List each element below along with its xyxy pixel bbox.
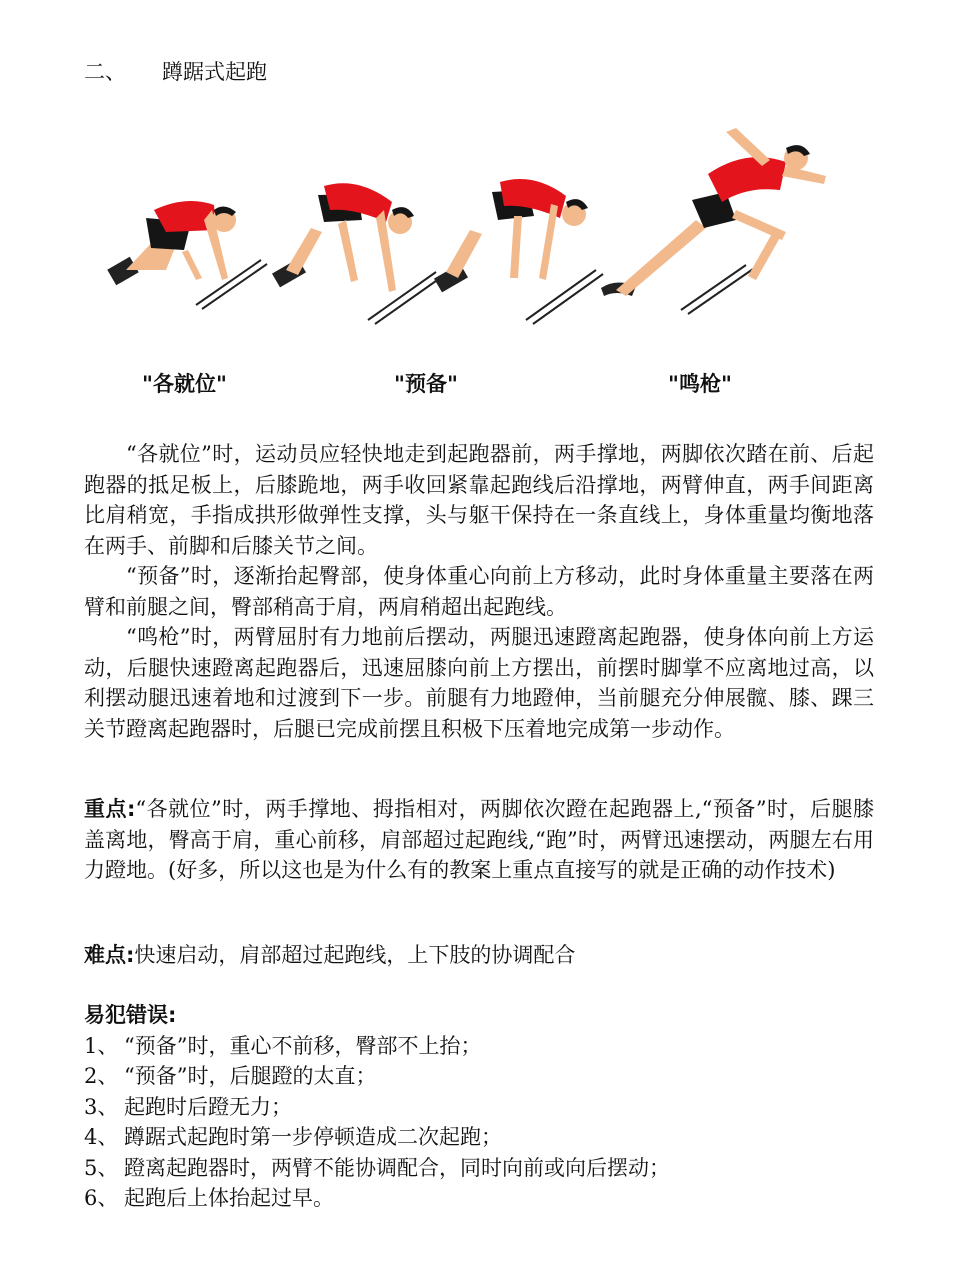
error-number: 4、 (84, 1125, 119, 1149)
error-text: 起跑后上体抬起过早。 (124, 1186, 334, 1210)
error-text: 起跑时后蹬无力； (124, 1094, 292, 1119)
difficulty-label: 难点: (84, 943, 135, 967)
error-number: 1、 (84, 1033, 119, 1058)
error-number: 5、 (84, 1155, 119, 1180)
caption-gun: "鸣枪" (668, 372, 732, 396)
start-line (368, 272, 436, 320)
gun-drive-figure (601, 128, 826, 296)
error-item (84, 1061, 874, 1092)
start-line (688, 269, 753, 314)
error-item (84, 1183, 874, 1214)
error-number: 6、 (84, 1186, 119, 1210)
caption-on-your-marks: "各就位" (142, 372, 227, 396)
key-points-section (84, 794, 874, 886)
start-line (196, 260, 261, 305)
error-text: “预备”时，重心不前移，臀部不上抬； (124, 1033, 482, 1058)
start-line (681, 265, 746, 310)
section-number: 二、 (84, 60, 126, 84)
error-item (84, 1092, 874, 1123)
sprint-start-figure-svg (96, 110, 886, 410)
section-heading (84, 58, 267, 86)
error-number: 2、 (84, 1064, 119, 1088)
paragraph-gun: “鸣枪”时，两臂屈肘有力地前后摆动，两腿迅速蹬离起跑器，使身体向前上方运动，后腿快速蹬离起跑器后，迅速屈膝向前上方摆出，前摆时脚掌不应离地过高，以利摆动腿迅速着地和过渡到下一步。前腿有力地蹬伸，当前腿充分伸展髋、膝、踝三关节蹬离起跑器时，后腿已完成前摆且积极下压着地完成第一步动作。 (84, 625, 874, 741)
caption-set: "预备" (394, 372, 458, 396)
on-your-marks-figure (107, 201, 236, 285)
error-item (84, 1031, 874, 1062)
error-text: 蹬离起跑器时，两臂不能协调配合，同时向前或向后摆动； (124, 1155, 670, 1180)
errors-list (84, 1031, 874, 1214)
section-title: 蹲踞式起跑 (162, 60, 267, 84)
difficulty-section (84, 940, 874, 971)
technique-description (84, 439, 874, 744)
error-text: “预备”时，后腿蹬的太直； (124, 1064, 377, 1088)
difficulty-text: 快速启动，肩部超过起跑线，上下肢的协调配合 (134, 943, 576, 967)
error-item (84, 1153, 874, 1184)
set-position-figure-2 (434, 179, 588, 292)
start-line (526, 270, 596, 320)
start-line (375, 276, 443, 324)
paragraph-on-your-marks: “各就位”时，运动员应轻快地走到起跑器前，两手撑地，两脚依次踏在前、后起跑器的抵足板上，后膝跪地，两手收回紧靠起跑线后沿撑地，两臂伸直，两手间距离比肩稍宽，手指成拱形做弹性支撑，头与躯干保持在一条直线上，身体重量均衡地落在两手、前脚和后膝关节之间。 (84, 442, 874, 558)
start-line (533, 274, 603, 324)
error-text: 蹲踞式起跑时第一步停顿造成二次起跑； (124, 1125, 502, 1149)
key-points-label: 重点: (84, 797, 136, 821)
paragraph-set: “预备”时，逐渐抬起臀部，使身体重心向前上方移动，此时身体重量主要落在两臂和前腿之间，臀部稍高于肩，两肩稍超出起跑线。 (84, 564, 874, 619)
errors-label: 易犯错误: (84, 1003, 177, 1027)
key-points-text: “各就位”时，两手撑地、拇指相对，两脚依次蹬在起跑器上,“预备”时，后腿膝盖离地，臀高于肩，重心前移，肩部超过起跑线,“跑”时，两臂迅速摆动，两腿左右用力蹬地。(好多，所以这也是为什么有的教案上重点直接写的就是正确的动作技术) (84, 797, 874, 882)
start-line (202, 264, 267, 309)
sprint-start-illustration (96, 110, 886, 410)
error-number: 3、 (84, 1094, 119, 1119)
set-position-figure (272, 183, 414, 292)
common-errors-section (84, 1000, 874, 1214)
error-item (84, 1122, 874, 1153)
starting-block (107, 257, 139, 286)
